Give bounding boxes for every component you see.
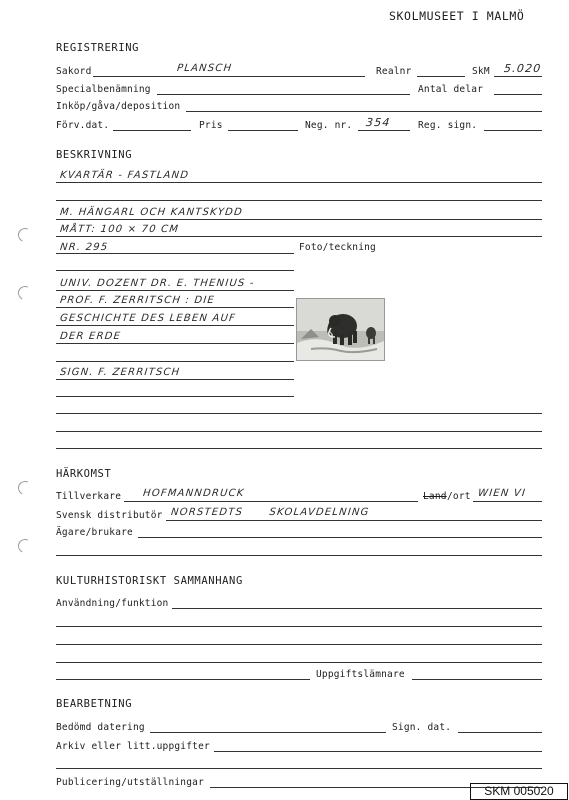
section-kultur-heading: KULTURHISTORISKT SAMMANHANG [56,575,243,587]
sakord-value: PLANSCH [176,63,233,74]
skm-line [494,76,542,77]
rule [56,626,542,627]
rule [56,219,542,220]
section-registrering-heading: REGISTRERING [56,42,140,54]
arkiv-line [214,751,542,752]
antal-delar-label: Antal delar [418,84,484,95]
punch-hole-icon [16,284,34,302]
ort-line [473,501,542,502]
rule [56,325,294,326]
antal-delar-line [494,94,542,95]
ort-value: WIEN VI [477,488,527,499]
pris-label: Pris [199,120,223,131]
inkop-line [186,111,542,112]
rule [56,182,542,183]
ort-label: /ort [447,491,471,502]
rule [56,307,294,308]
uppgiftslamnare-line [412,679,542,680]
beskrivning-line-3: MÅTT: 100 × 70 CM [59,224,180,235]
arkiv-label: Arkiv eller litt.uppgifter [56,741,210,752]
section-beskrivning-heading: BESKRIVNING [56,149,133,161]
rule [56,290,294,291]
negnr-label: Neg. nr. [305,120,353,131]
regsign-label: Reg. sign. [418,120,478,131]
signdat-line [458,732,542,733]
beskrivning-line-9: SIGN. F. ZERRITSCH [59,367,181,378]
rule [56,448,542,449]
forvdat-label: Förv.dat. [56,120,110,131]
foto-teckning-label: Foto/teckning [299,242,376,253]
rule [56,413,542,414]
distributor-value: NORSTEDTS SKOLAVDELNING [170,507,371,518]
rule [56,662,542,663]
rule [56,270,294,271]
skm-label: SkM [472,66,490,77]
forvdat-line [113,130,191,131]
negnr-line [358,130,410,131]
tillverkare-label: Tillverkare [56,491,122,502]
rule [56,396,294,397]
sakord-label: Sakord [56,66,92,77]
rule [56,379,294,380]
section-bearbetning-heading: BEARBETNING [56,698,133,710]
rule [56,644,542,645]
specialbenamning-label: Specialbenämning [56,84,151,95]
anvandning-line [172,608,542,609]
distributor-line [166,520,542,521]
rule [56,236,542,237]
uppgiftslamnare-label: Uppgiftslämnare [316,669,405,680]
rule [56,200,542,201]
mammoth-photo [296,298,385,361]
pris-line [228,130,298,131]
signdat-label: Sign. dat. [392,722,452,733]
sakord-line [93,76,365,77]
realnr-label: Realnr [376,66,412,77]
punch-hole-icon [16,226,34,244]
skm-value: 5.020 [503,62,543,75]
beskrivning-line-4: NR. 295 [59,242,109,253]
specialbenamning-line [157,94,410,95]
rule [56,431,542,432]
realnr-line [417,76,465,77]
rule [56,679,310,680]
agare-label: Ägare/brukare [56,527,133,538]
beskrivning-line-1: KVARTÄR - FASTLAND [59,170,190,181]
anvandning-label: Användning/funktion [56,598,169,609]
museum-title: SKOLMUSEET I MALMÖ [389,9,525,23]
rule [56,361,294,362]
distributor-label: Svensk distributör [56,510,163,521]
inkop-label: Inköp/gåva/deposition [56,101,181,112]
punch-hole-icon [16,479,34,497]
tillverkare-line [124,501,418,502]
archive-id-stamp: SKM 005020 [470,783,568,800]
datering-line [150,732,386,733]
agare-line [138,537,542,538]
rule [56,555,542,556]
beskrivning-line-7: GESCHICHTE DES LEBEN AUF [59,313,237,324]
beskrivning-line-2: M. HÄNGARL OCH KANTSKYDD [59,207,244,218]
section-harkomst-heading: HÄRKOMST [56,468,112,480]
tillverkare-value: HOFMANNDRUCK [142,488,246,499]
negnr-value: 354 [365,116,392,129]
land-label: Land [423,491,447,502]
beskrivning-line-6: PROF. F. ZERRITSCH : DIE [59,295,216,306]
datering-label: Bedömd datering [56,722,145,733]
rule [56,253,294,254]
rule [56,768,542,769]
regsign-line [484,130,542,131]
rule [56,343,294,344]
punch-hole-icon [16,537,34,555]
publicering-label: Publicering/utställningar [56,777,204,788]
beskrivning-line-8: DER ERDE [59,331,122,342]
beskrivning-line-5: UNIV. DOZENT DR. E. THENIUS - [59,278,256,289]
